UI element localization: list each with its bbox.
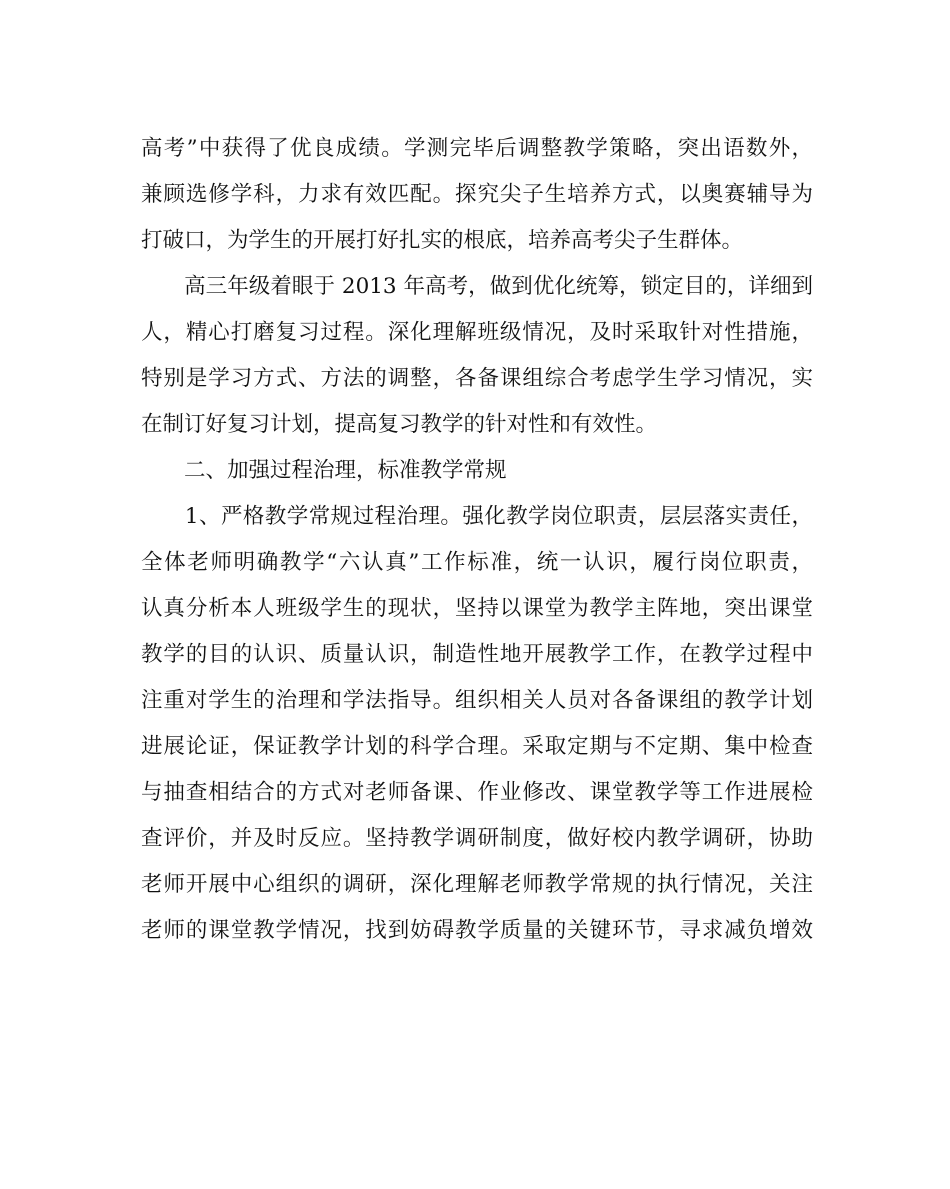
section-heading: 二、加强过程治理，标准教学常规 xyxy=(141,458,507,483)
text-line: 兼顾选修学科，力求有效匹配。探究尖子生培养方式，以奥赛辅导为 xyxy=(141,182,813,207)
text-line: 与抽查相结合的方式对老师备课、作业修改、课堂教学等工作进展检 xyxy=(141,780,813,805)
text-line: 认真分析本人班级学生的现状，坚持以课堂为教学主阵地，突出课堂 xyxy=(141,596,813,621)
text-line: 1、严格教学常规过程治理。强化教学岗位职责，层层落实责任， xyxy=(141,504,813,529)
text-line: 老师开展中心组织的调研，深化理解老师教学常规的执行情况，关注 xyxy=(141,872,813,897)
text-line: 老师的课堂教学情况，找到妨碍教学质量的关键环节，寻求减负增效 xyxy=(141,918,813,943)
body-text xyxy=(141,126,813,954)
text-line: 高三年级着眼于 2013 年高考，做到优化统筹，锁定目的，详细到 xyxy=(141,274,813,299)
text-line: 在制订好复习计划，提高复习教学的针对性和有效性。 xyxy=(141,412,658,437)
text-line: 进展论证，保证教学计划的科学合理。采取定期与不定期、集中检查 xyxy=(141,734,813,759)
text-line: 注重对学生的治理和学法指导。组织相关人员对各备课组的教学计划 xyxy=(141,688,813,713)
text-line: 教学的目的认识、质量认识，制造性地开展教学工作，在教学过程中 xyxy=(141,642,813,667)
text-line: 特别是学习方式、方法的调整，各备课组综合考虑学生学习情况，实 xyxy=(141,366,813,391)
text-line: 打破口，为学生的开展打好扎实的根底，培养高考尖子生群体。 xyxy=(141,228,744,253)
text-line: 人，精心打磨复习过程。深化理解班级情况，及时采取针对性措施， xyxy=(141,320,813,345)
text-line: 查评价，并及时反应。坚持教学调研制度，做好校内教学调研，协助 xyxy=(141,826,813,851)
text-line: 高考”中获得了优良成绩。学测完毕后调整教学策略，突出语数外， xyxy=(141,136,813,161)
text-line: 全体老师明确教学“六认真”工作标准，统一认识，履行岗位职责， xyxy=(141,550,813,575)
